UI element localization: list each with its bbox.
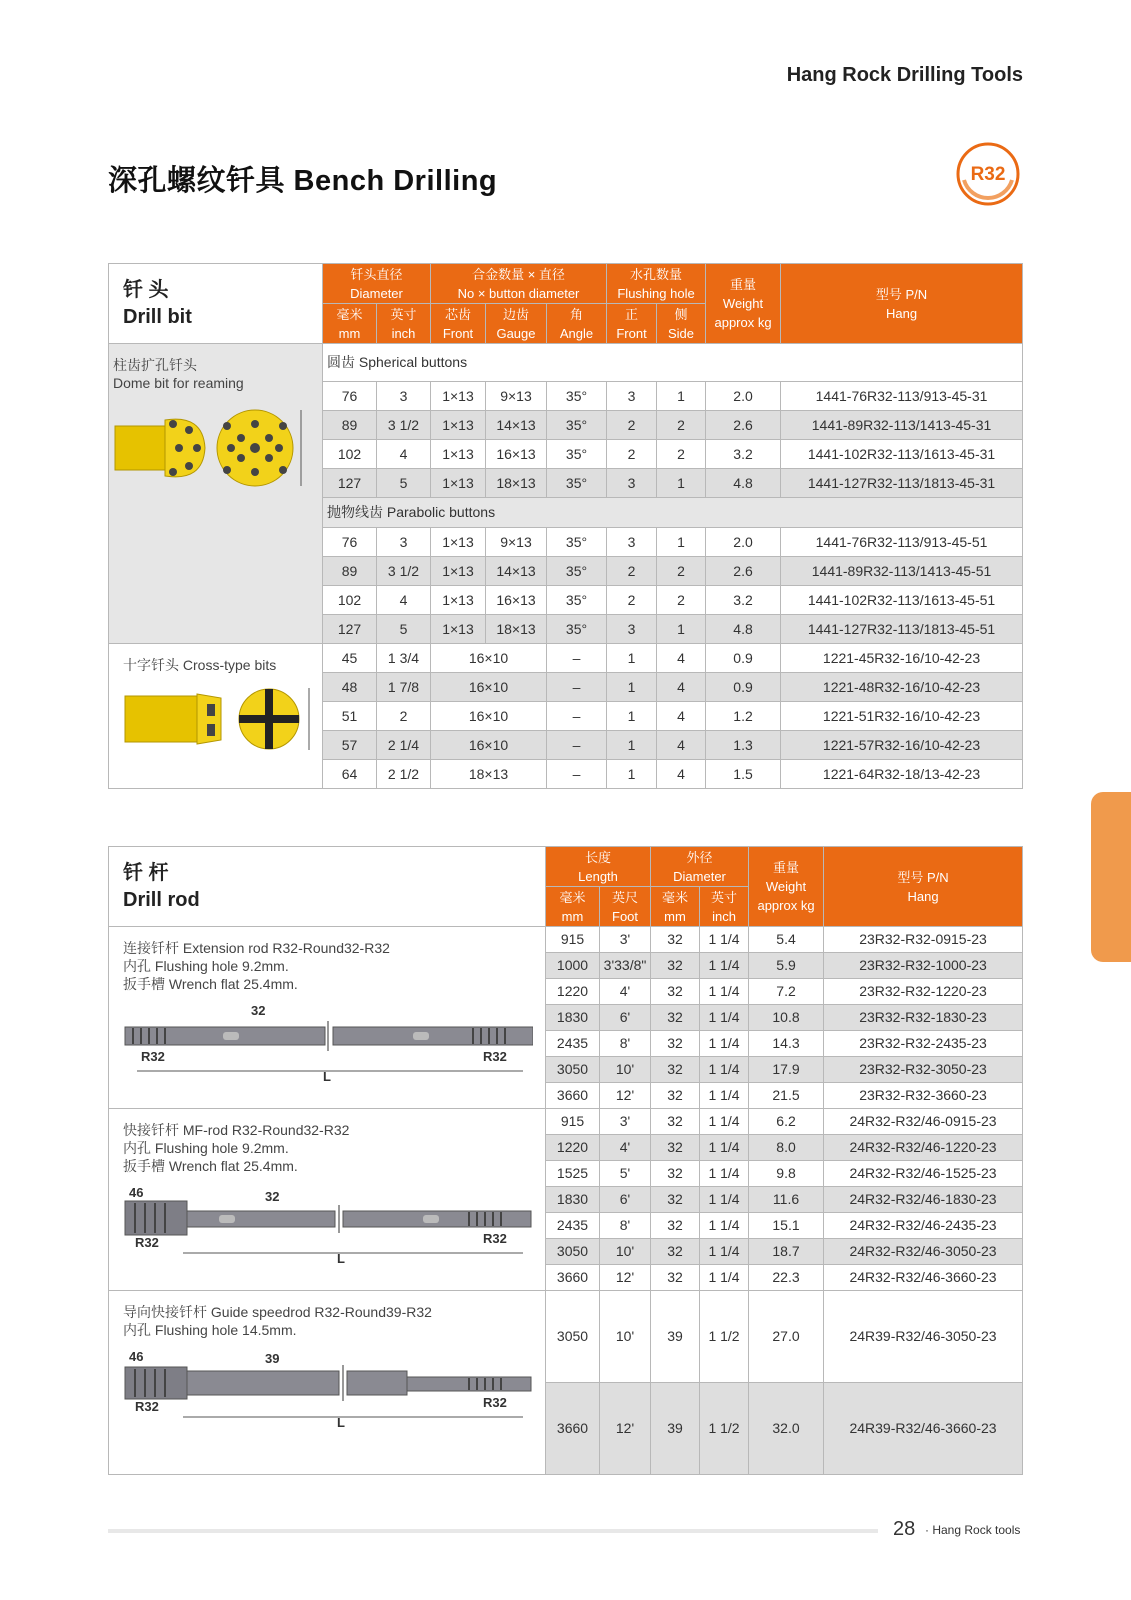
mf-left-thread: R32 xyxy=(135,1235,159,1250)
cross-diameter-mm: 45 xyxy=(323,644,377,673)
footer-rule xyxy=(108,1529,878,1533)
cross-diameter-mm: 64 xyxy=(323,760,377,789)
ext-length-label: L xyxy=(323,1069,331,1083)
ext-dia-mm: 32 xyxy=(651,1005,700,1031)
parabolic-part-number: 1441-102R32-113/1613-45-51 xyxy=(781,586,1023,615)
parabolic-weight: 3.2 xyxy=(706,586,781,615)
cross-buttons: 16×10 xyxy=(431,731,547,760)
mf-dia-mm: 32 xyxy=(651,1239,700,1265)
parabolic-weight: 4.8 xyxy=(706,615,781,644)
guide-length-foot: 12' xyxy=(600,1383,651,1475)
mf-length-foot: 10' xyxy=(600,1239,651,1265)
ext-rod-description-line: 扳手槽 Wrench flat 25.4mm. xyxy=(123,976,298,992)
cross-row xyxy=(109,644,1023,673)
hdr-buttons: 合金数量 × 直径 No × button diameter xyxy=(431,264,607,304)
spherical-gauge: 16×13 xyxy=(486,440,547,469)
parabolic-flush-side: 2 xyxy=(657,557,706,586)
guide-rod-row xyxy=(109,1291,1023,1383)
parabolic-gauge: 18×13 xyxy=(486,615,547,644)
spherical-part-number: 1441-127R32-113/1813-45-31 xyxy=(781,469,1023,498)
mf-part-number: 24R32-R32/46-1525-23 xyxy=(824,1161,1023,1187)
cross-buttons: 16×10 xyxy=(431,673,547,702)
spherical-diameter-inch: 3 xyxy=(377,382,431,411)
spherical-diameter-inch: 4 xyxy=(377,440,431,469)
ext-length-mm: 1830 xyxy=(546,1005,600,1031)
parabolic-diameter-mm: 89 xyxy=(323,557,377,586)
ext-length-mm: 915 xyxy=(546,927,600,953)
mf-weight: 8.0 xyxy=(749,1135,824,1161)
parabolic-angle: 35° xyxy=(547,528,607,557)
side-tab xyxy=(1091,792,1131,962)
hdr-inch: 英寸 inch xyxy=(377,304,431,344)
parabolic-gauge: 14×13 xyxy=(486,557,547,586)
ext-length-mm: 3660 xyxy=(546,1083,600,1109)
spherical-part-number: 1441-76R32-113/913-45-31 xyxy=(781,382,1023,411)
mf-rod-description xyxy=(109,1109,546,1291)
ext-length-foot: 12' xyxy=(600,1083,651,1109)
cross-part-number: 1221-57R32-16/10-42-23 xyxy=(781,731,1023,760)
mf-rod-description-line: 快接钎杆 MF-rod R32-Round32-R32 xyxy=(123,1122,350,1138)
ext-right-thread: R32 xyxy=(483,1049,507,1064)
parabolic-weight: 2.0 xyxy=(706,528,781,557)
mf-weight: 9.8 xyxy=(749,1161,824,1187)
parabolic-angle: 35° xyxy=(547,586,607,615)
mf-part-number: 24R32-R32/46-3050-23 xyxy=(824,1239,1023,1265)
dome-bit-description-line: Dome bit for reaming xyxy=(113,375,244,391)
spherical-flush-front: 2 xyxy=(607,411,657,440)
drill-bit-section-title: 钎 头 Drill bit xyxy=(109,264,323,344)
spherical-flush-front: 3 xyxy=(607,469,657,498)
ext-length-mm: 2435 xyxy=(546,1031,600,1057)
parabolic-part-number: 1441-127R32-113/1813-45-51 xyxy=(781,615,1023,644)
mf-weight: 15.1 xyxy=(749,1213,824,1239)
mf-weight: 22.3 xyxy=(749,1265,824,1291)
mf-coupling-label: 46 xyxy=(129,1185,144,1200)
guide-dia-mm: 39 xyxy=(651,1383,700,1475)
hdr-angle: 角 Angle xyxy=(547,304,607,344)
cross-angle: – xyxy=(547,731,607,760)
mf-length-label: L xyxy=(337,1251,345,1265)
cross-flush-front: 1 xyxy=(607,731,657,760)
guide-rod-description xyxy=(109,1291,546,1475)
cross-weight: 1.5 xyxy=(706,760,781,789)
mf-length-mm: 915 xyxy=(546,1109,600,1135)
spherical-angle: 35° xyxy=(547,469,607,498)
cross-flush-front: 1 xyxy=(607,644,657,673)
mf-length-foot: 4' xyxy=(600,1135,651,1161)
ext-length-foot: 10' xyxy=(600,1057,651,1083)
cross-flush-front: 1 xyxy=(607,673,657,702)
ext-part-number: 23R32-R32-1220-23 xyxy=(824,979,1023,1005)
cross-part-number: 1221-51R32-16/10-42-23 xyxy=(781,702,1023,731)
guide-length-mm: 3660 xyxy=(546,1383,600,1475)
mf-length-mm: 2435 xyxy=(546,1213,600,1239)
mf-dia-inch: 1 1/4 xyxy=(700,1265,749,1291)
cross-buttons: 16×10 xyxy=(431,644,547,673)
spherical-angle: 35° xyxy=(547,440,607,469)
mf-dia-mm: 32 xyxy=(651,1187,700,1213)
spherical-weight: 2.6 xyxy=(706,411,781,440)
mf-part-number: 24R32-R32/46-0915-23 xyxy=(824,1109,1023,1135)
cross-weight: 0.9 xyxy=(706,644,781,673)
mf-dia-inch: 1 1/4 xyxy=(700,1135,749,1161)
dome-bit-description xyxy=(109,344,323,644)
mf-dim-label: 32 xyxy=(265,1189,280,1204)
ext-weight: 14.3 xyxy=(749,1031,824,1057)
guide-rod-illustration xyxy=(123,1349,533,1429)
parabolic-front: 1×13 xyxy=(431,615,486,644)
guide-dia-inch: 1 1/2 xyxy=(700,1383,749,1475)
cross-angle: – xyxy=(547,673,607,702)
spherical-part-number: 1441-89R32-113/1413-45-31 xyxy=(781,411,1023,440)
mf-dia-inch: 1 1/4 xyxy=(700,1239,749,1265)
spherical-front: 1×13 xyxy=(431,411,486,440)
mf-dia-mm: 32 xyxy=(651,1213,700,1239)
ext-length-mm: 3050 xyxy=(546,1057,600,1083)
spherical-flush-front: 2 xyxy=(607,440,657,469)
ext-weight: 7.2 xyxy=(749,979,824,1005)
cross-diameter-mm: 48 xyxy=(323,673,377,702)
mf-dia-inch: 1 1/4 xyxy=(700,1109,749,1135)
parabolic-flush-side: 2 xyxy=(657,586,706,615)
hdr-rod-diameter: 外径 Diameter xyxy=(651,847,749,887)
ext-dia-inch: 1 1/4 xyxy=(700,979,749,1005)
mf-length-foot: 8' xyxy=(600,1213,651,1239)
hdr-pn: 型号 P/N Hang xyxy=(781,264,1023,344)
badge-text: R32 xyxy=(970,164,1006,185)
parabolic-diameter-mm: 76 xyxy=(323,528,377,557)
mf-rod-description-line: 扳手槽 Wrench flat 25.4mm. xyxy=(123,1158,298,1174)
ext-weight: 10.8 xyxy=(749,1005,824,1031)
cross-diameter-inch: 1 3/4 xyxy=(377,644,431,673)
spherical-part-number: 1441-102R32-113/1613-45-31 xyxy=(781,440,1023,469)
hdr-flush-side: 侧 Side xyxy=(657,304,706,344)
hdr-flush-front: 正 Front xyxy=(607,304,657,344)
spherical-weight: 2.0 xyxy=(706,382,781,411)
footer-text: · Hang Rock tools xyxy=(925,1523,1021,1537)
mf-right-thread: R32 xyxy=(483,1231,507,1246)
parabolic-diameter-inch: 3 1/2 xyxy=(377,557,431,586)
cross-part-number: 1221-45R32-16/10-42-23 xyxy=(781,644,1023,673)
mf-length-mm: 3660 xyxy=(546,1265,600,1291)
mf-part-number: 24R32-R32/46-3660-23 xyxy=(824,1265,1023,1291)
guide-length-foot: 10' xyxy=(600,1291,651,1383)
ext-part-number: 23R32-R32-3660-23 xyxy=(824,1083,1023,1109)
mf-dia-inch: 1 1/4 xyxy=(700,1187,749,1213)
ext-dim-label: 32 xyxy=(251,1003,266,1018)
spherical-weight: 3.2 xyxy=(706,440,781,469)
spherical-diameter-mm: 89 xyxy=(323,411,377,440)
ext-part-number: 23R32-R32-0915-23 xyxy=(824,927,1023,953)
mf-dia-inch: 1 1/4 xyxy=(700,1161,749,1187)
guide-part-number: 24R39-R32/46-3050-23 xyxy=(824,1291,1023,1383)
mf-dia-mm: 32 xyxy=(651,1109,700,1135)
cross-part-number: 1221-64R32-18/13-42-23 xyxy=(781,760,1023,789)
dome-bit-description-line: 柱齿扩孔钎头 xyxy=(113,357,197,373)
guide-dia-mm: 39 xyxy=(651,1291,700,1383)
mf-weight: 18.7 xyxy=(749,1239,824,1265)
ext-dia-mm: 32 xyxy=(651,1031,700,1057)
mf-length-mm: 1830 xyxy=(546,1187,600,1213)
ext-weight: 5.9 xyxy=(749,953,824,979)
cross-angle: – xyxy=(547,760,607,789)
mf-dia-mm: 32 xyxy=(651,1135,700,1161)
guide-part-number: 24R39-R32/46-3660-23 xyxy=(824,1383,1023,1475)
cross-bit-description xyxy=(109,644,323,789)
mf-length-foot: 6' xyxy=(600,1187,651,1213)
parabolic-flush-side: 1 xyxy=(657,615,706,644)
parabolic-flush-front: 3 xyxy=(607,615,657,644)
cross-bit-illustration xyxy=(123,684,323,754)
cross-angle: – xyxy=(547,644,607,673)
mf-dia-mm: 32 xyxy=(651,1265,700,1291)
guide-right-thread: R32 xyxy=(483,1395,507,1410)
ext-dia-inch: 1 1/4 xyxy=(700,1083,749,1109)
spherical-gauge: 14×13 xyxy=(486,411,547,440)
guide-rod-description-line: 导向快接钎杆 Guide speedrod R32-Round39-R32 xyxy=(123,1304,432,1320)
cross-diameter-mm: 57 xyxy=(323,731,377,760)
spherical-gauge: 9×13 xyxy=(486,382,547,411)
hdr-mm: 毫米 mm xyxy=(323,304,377,344)
parabolic-front: 1×13 xyxy=(431,586,486,615)
ext-dia-inch: 1 1/4 xyxy=(700,927,749,953)
ext-rod-description xyxy=(109,927,546,1109)
hdr-rod-weight: 重量 Weight approx kg xyxy=(749,847,824,927)
cross-buttons: 18×13 xyxy=(431,760,547,789)
cross-weight: 1.2 xyxy=(706,702,781,731)
spherical-gauge: 18×13 xyxy=(486,469,547,498)
ext-part-number: 23R32-R32-1830-23 xyxy=(824,1005,1023,1031)
cross-flush-side: 4 xyxy=(657,731,706,760)
guide-weight: 32.0 xyxy=(749,1383,824,1475)
parabolic-diameter-inch: 4 xyxy=(377,586,431,615)
spherical-front: 1×13 xyxy=(431,440,486,469)
parabolic-subheader: 抛物线齿 Parabolic buttons xyxy=(323,498,1023,528)
hdr-length-mm: 毫米 mm xyxy=(546,887,600,927)
ext-length-foot: 3'33/8" xyxy=(600,953,651,979)
cross-diameter-inch: 2 1/4 xyxy=(377,731,431,760)
mf-length-mm: 3050 xyxy=(546,1239,600,1265)
spherical-subheader: 圆齿 Spherical buttons xyxy=(323,344,1023,382)
parabolic-diameter-mm: 127 xyxy=(323,615,377,644)
hdr-weight: 重量 Weight approx kg xyxy=(706,264,781,344)
ext-dia-mm: 32 xyxy=(651,953,700,979)
ext-dia-mm: 32 xyxy=(651,927,700,953)
mf-rod-description-line: 内孔 Flushing hole 9.2mm. xyxy=(123,1140,289,1156)
cross-part-number: 1221-48R32-16/10-42-23 xyxy=(781,673,1023,702)
cross-diameter-inch: 2 xyxy=(377,702,431,731)
cross-flush-side: 4 xyxy=(657,673,706,702)
hdr-dia-mm: 毫米 mm xyxy=(651,887,700,927)
hdr-rod-pn: 型号 P/N Hang xyxy=(824,847,1023,927)
drill-rod-section-title: 钎 杆 Drill rod xyxy=(109,847,546,927)
guide-length-label: L xyxy=(337,1415,345,1429)
ext-dia-mm: 32 xyxy=(651,1083,700,1109)
parabolic-flush-side: 1 xyxy=(657,528,706,557)
page-number: 28 xyxy=(893,1518,916,1540)
spherical-diameter-mm: 102 xyxy=(323,440,377,469)
spherical-front: 1×13 xyxy=(431,382,486,411)
parabolic-front: 1×13 xyxy=(431,528,486,557)
mf-dia-inch: 1 1/4 xyxy=(700,1213,749,1239)
ext-left-thread: R32 xyxy=(141,1049,165,1064)
parabolic-diameter-inch: 5 xyxy=(377,615,431,644)
ext-length-mm: 1220 xyxy=(546,979,600,1005)
dome-bit-illustration xyxy=(113,402,313,492)
r32-badge xyxy=(954,140,1022,208)
parabolic-front: 1×13 xyxy=(431,557,486,586)
spherical-flush-side: 1 xyxy=(657,382,706,411)
cross-weight: 1.3 xyxy=(706,731,781,760)
guide-length-mm: 3050 xyxy=(546,1291,600,1383)
mf-part-number: 24R32-R32/46-1830-23 xyxy=(824,1187,1023,1213)
spherical-diameter-inch: 5 xyxy=(377,469,431,498)
parabolic-diameter-mm: 102 xyxy=(323,586,377,615)
mf-length-mm: 1525 xyxy=(546,1161,600,1187)
ext-dia-mm: 32 xyxy=(651,979,700,1005)
mf-length-foot: 5' xyxy=(600,1161,651,1187)
ext-length-foot: 8' xyxy=(600,1031,651,1057)
hdr-diameter: 钎头直径 Diameter xyxy=(323,264,431,304)
spherical-diameter-mm: 127 xyxy=(323,469,377,498)
parabolic-angle: 35° xyxy=(547,557,607,586)
ext-weight: 5.4 xyxy=(749,927,824,953)
mf-rod-illustration xyxy=(123,1185,533,1265)
ext-dia-inch: 1 1/4 xyxy=(700,953,749,979)
ext-length-foot: 3' xyxy=(600,927,651,953)
cross-flush-front: 1 xyxy=(607,760,657,789)
spherical-flush-front: 3 xyxy=(607,382,657,411)
spherical-weight: 4.8 xyxy=(706,469,781,498)
spherical-flush-side: 1 xyxy=(657,469,706,498)
guide-dia-inch: 1 1/2 xyxy=(700,1291,749,1383)
parabolic-gauge: 9×13 xyxy=(486,528,547,557)
parabolic-angle: 35° xyxy=(547,615,607,644)
ext-length-mm: 1000 xyxy=(546,953,600,979)
ext-weight: 17.9 xyxy=(749,1057,824,1083)
ext-rod-description-line: 连接钎杆 Extension rod R32-Round32-R32 xyxy=(123,940,390,956)
hdr-front: 芯齿 Front xyxy=(431,304,486,344)
mf-length-foot: 12' xyxy=(600,1265,651,1291)
cross-buttons: 16×10 xyxy=(431,702,547,731)
ext-dia-inch: 1 1/4 xyxy=(700,1057,749,1083)
parabolic-diameter-inch: 3 xyxy=(377,528,431,557)
spherical-flush-side: 2 xyxy=(657,440,706,469)
hdr-length-foot: 英尺 Foot xyxy=(600,887,651,927)
spherical-flush-side: 2 xyxy=(657,411,706,440)
ext-dia-inch: 1 1/4 xyxy=(700,1005,749,1031)
parabolic-flush-front: 2 xyxy=(607,586,657,615)
cross-diameter-mm: 51 xyxy=(323,702,377,731)
mf-part-number: 24R32-R32/46-1220-23 xyxy=(824,1135,1023,1161)
mf-rod-row xyxy=(109,1109,1023,1135)
hdr-dia-inch: 英寸 inch xyxy=(700,887,749,927)
ext-part-number: 23R32-R32-3050-23 xyxy=(824,1057,1023,1083)
cross-bit-label: 十字钎头 Cross-type bits xyxy=(123,657,277,673)
cross-flush-side: 4 xyxy=(657,644,706,673)
mf-length-foot: 3' xyxy=(600,1109,651,1135)
guide-rod-description-line: 内孔 Flushing hole 14.5mm. xyxy=(123,1322,297,1338)
guide-weight: 27.0 xyxy=(749,1291,824,1383)
ext-part-number: 23R32-R32-1000-23 xyxy=(824,953,1023,979)
hdr-flushing: 水孔数量 Flushing hole xyxy=(607,264,706,304)
mf-dia-mm: 32 xyxy=(651,1161,700,1187)
ext-dia-inch: 1 1/4 xyxy=(700,1031,749,1057)
hdr-gauge: 边齿 Gauge xyxy=(486,304,547,344)
ext-length-foot: 6' xyxy=(600,1005,651,1031)
parabolic-part-number: 1441-89R32-113/1413-45-51 xyxy=(781,557,1023,586)
ext-part-number: 23R32-R32-2435-23 xyxy=(824,1031,1023,1057)
ext-length-foot: 4' xyxy=(600,979,651,1005)
spherical-front: 1×13 xyxy=(431,469,486,498)
guide-left-thread: R32 xyxy=(135,1399,159,1414)
spherical-angle: 35° xyxy=(547,411,607,440)
ext-dia-mm: 32 xyxy=(651,1057,700,1083)
parabolic-part-number: 1441-76R32-113/913-45-51 xyxy=(781,528,1023,557)
drill-bit-table xyxy=(108,263,1023,789)
cross-flush-side: 4 xyxy=(657,702,706,731)
mf-part-number: 24R32-R32/46-2435-23 xyxy=(824,1213,1023,1239)
cross-weight: 0.9 xyxy=(706,673,781,702)
spherical-diameter-mm: 76 xyxy=(323,382,377,411)
cross-diameter-inch: 1 7/8 xyxy=(377,673,431,702)
drill-rod-table xyxy=(108,846,1023,1475)
mf-length-mm: 1220 xyxy=(546,1135,600,1161)
cross-flush-side: 4 xyxy=(657,760,706,789)
extension-rod-illustration xyxy=(123,1003,533,1083)
ext-weight: 21.5 xyxy=(749,1083,824,1109)
parabolic-flush-front: 3 xyxy=(607,528,657,557)
parabolic-gauge: 16×13 xyxy=(486,586,547,615)
hdr-length: 长度 Length xyxy=(546,847,651,887)
ext-rod-description-line: 内孔 Flushing hole 9.2mm. xyxy=(123,958,289,974)
cross-flush-front: 1 xyxy=(607,702,657,731)
spherical-diameter-inch: 3 1/2 xyxy=(377,411,431,440)
cross-diameter-inch: 2 1/2 xyxy=(377,760,431,789)
page-title: 深孔螺纹钎具 Bench Drilling xyxy=(108,165,498,197)
parabolic-weight: 2.6 xyxy=(706,557,781,586)
guide-dim-label: 39 xyxy=(265,1351,280,1366)
guide-coupling-label: 46 xyxy=(129,1349,144,1364)
mf-weight: 11.6 xyxy=(749,1187,824,1213)
spherical-angle: 35° xyxy=(547,382,607,411)
cross-angle: – xyxy=(547,702,607,731)
parabolic-flush-front: 2 xyxy=(607,557,657,586)
ext-rod-row xyxy=(109,927,1023,953)
brand-header: Hang Rock Drilling Tools xyxy=(786,64,1023,86)
mf-weight: 6.2 xyxy=(749,1109,824,1135)
